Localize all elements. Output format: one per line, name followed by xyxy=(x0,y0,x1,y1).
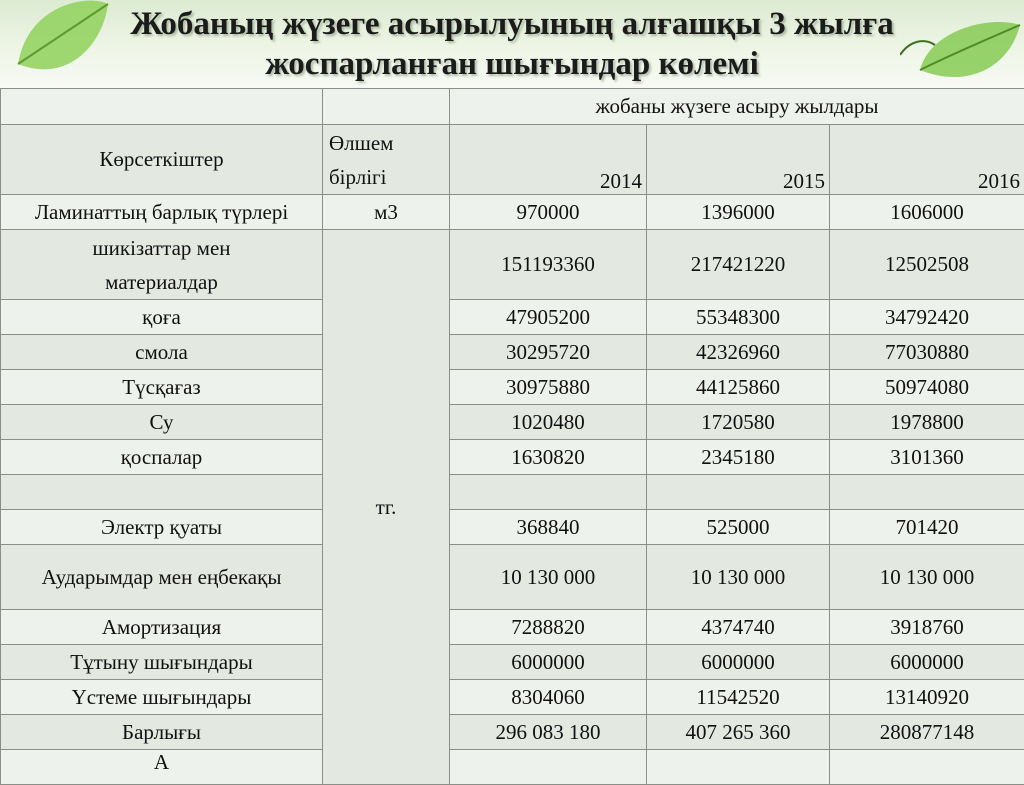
value-2014: 151193360 xyxy=(450,230,647,300)
value-2015: 1720580 xyxy=(647,405,830,440)
table-row xyxy=(1,300,1024,335)
row-label: Амортизация xyxy=(1,610,323,645)
row-label: қоға xyxy=(1,300,323,335)
value-2016: 34792420 xyxy=(830,300,1024,335)
value-2015 xyxy=(647,475,830,510)
value-2014: 7288820 xyxy=(450,610,647,645)
value-2016: 1978800 xyxy=(830,405,1024,440)
title-line-1: Жобаның жүзеге асырылуының алғашқы 3 жылға xyxy=(0,4,1024,44)
value-2016: 701420 xyxy=(830,510,1024,545)
table-row xyxy=(1,335,1024,370)
row-unit: м3 xyxy=(323,195,450,230)
row-label: Түсқағаз xyxy=(1,370,323,405)
value-2016: 280877148 xyxy=(830,715,1024,750)
row-label: Ламинаттың барлық түрлері xyxy=(1,195,323,230)
value-2015: 1396000 xyxy=(647,195,830,230)
unit-header xyxy=(323,125,450,195)
row-label: қоспалар xyxy=(1,440,323,475)
year-header-2015: 2015 xyxy=(647,125,830,195)
row-label-line-2: материалдар xyxy=(105,270,218,294)
value-2016: 10 130 000 xyxy=(830,545,1024,610)
value-2016: 12502508 xyxy=(830,230,1024,300)
table-row xyxy=(1,440,1024,475)
row-label xyxy=(1,475,323,510)
row-label xyxy=(1,230,323,300)
period-header: жобаны жүзеге асыру жылдары xyxy=(450,89,1024,125)
value-2014: 30975880 xyxy=(450,370,647,405)
cost-table xyxy=(0,88,1024,785)
year-header-2014: 2014 xyxy=(450,125,647,195)
unit-header-line-2: бірлігі xyxy=(329,165,387,189)
title-banner xyxy=(0,0,1024,88)
value-2014 xyxy=(450,475,647,510)
value-2014 xyxy=(450,750,647,785)
table-row xyxy=(1,750,1024,785)
value-2015: 42326960 xyxy=(647,335,830,370)
row-label: смола xyxy=(1,335,323,370)
value-2015: 6000000 xyxy=(647,645,830,680)
value-2016: 13140920 xyxy=(830,680,1024,715)
table-row xyxy=(1,405,1024,440)
table-row xyxy=(1,715,1024,750)
value-2016: 1606000 xyxy=(830,195,1024,230)
row-label: Электр қуаты xyxy=(1,510,323,545)
value-2014: 10 130 000 xyxy=(450,545,647,610)
table-row xyxy=(1,645,1024,680)
value-2015 xyxy=(647,750,830,785)
table-row xyxy=(1,370,1024,405)
table-row xyxy=(1,510,1024,545)
value-2016: 77030880 xyxy=(830,335,1024,370)
indicators-header: Көрсеткіштер xyxy=(1,125,323,195)
row-label: Үстеме шығындары xyxy=(1,680,323,715)
value-2015: 407 265 360 xyxy=(647,715,830,750)
row-label: Су xyxy=(1,405,323,440)
value-2014: 1020480 xyxy=(450,405,647,440)
unit-header-line-1: Өлшем xyxy=(329,131,393,155)
table-row xyxy=(1,195,1024,230)
table-cell xyxy=(1,89,323,125)
value-2015: 2345180 xyxy=(647,440,830,475)
value-2016: 50974080 xyxy=(830,370,1024,405)
value-2014: 368840 xyxy=(450,510,647,545)
row-label-line-1: шикізаттар мен xyxy=(92,236,230,260)
value-2015: 217421220 xyxy=(647,230,830,300)
row-label: Тұтыну шығындары xyxy=(1,645,323,680)
unit-tg: тг. xyxy=(323,230,450,785)
title-line-2: жоспарланған шығындар көлемі xyxy=(0,44,1024,84)
table-row xyxy=(1,475,1024,510)
table-row xyxy=(1,230,1024,300)
table-row xyxy=(1,125,1024,195)
value-2016: 3101360 xyxy=(830,440,1024,475)
value-2015: 525000 xyxy=(647,510,830,545)
table-row xyxy=(1,680,1024,715)
value-2014: 296 083 180 xyxy=(450,715,647,750)
value-2015: 4374740 xyxy=(647,610,830,645)
table-row xyxy=(1,545,1024,610)
table-cell xyxy=(323,89,450,125)
value-2016: 6000000 xyxy=(830,645,1024,680)
year-header-2016: 2016 xyxy=(830,125,1024,195)
value-2016 xyxy=(830,750,1024,785)
table-row xyxy=(1,89,1024,125)
value-2015: 55348300 xyxy=(647,300,830,335)
value-2014: 30295720 xyxy=(450,335,647,370)
value-2014: 6000000 xyxy=(450,645,647,680)
value-2014: 8304060 xyxy=(450,680,647,715)
value-2015: 10 130 000 xyxy=(647,545,830,610)
row-label: Барлығы xyxy=(1,715,323,750)
value-2014: 1630820 xyxy=(450,440,647,475)
row-label: Аударымдар мен еңбекақы xyxy=(1,545,323,610)
table-row xyxy=(1,610,1024,645)
page-title xyxy=(0,0,1024,84)
value-2016: 3918760 xyxy=(830,610,1024,645)
value-2016 xyxy=(830,475,1024,510)
value-2015: 44125860 xyxy=(647,370,830,405)
value-2014: 47905200 xyxy=(450,300,647,335)
row-label: А xyxy=(1,750,323,785)
value-2014: 970000 xyxy=(450,195,647,230)
value-2015: 11542520 xyxy=(647,680,830,715)
